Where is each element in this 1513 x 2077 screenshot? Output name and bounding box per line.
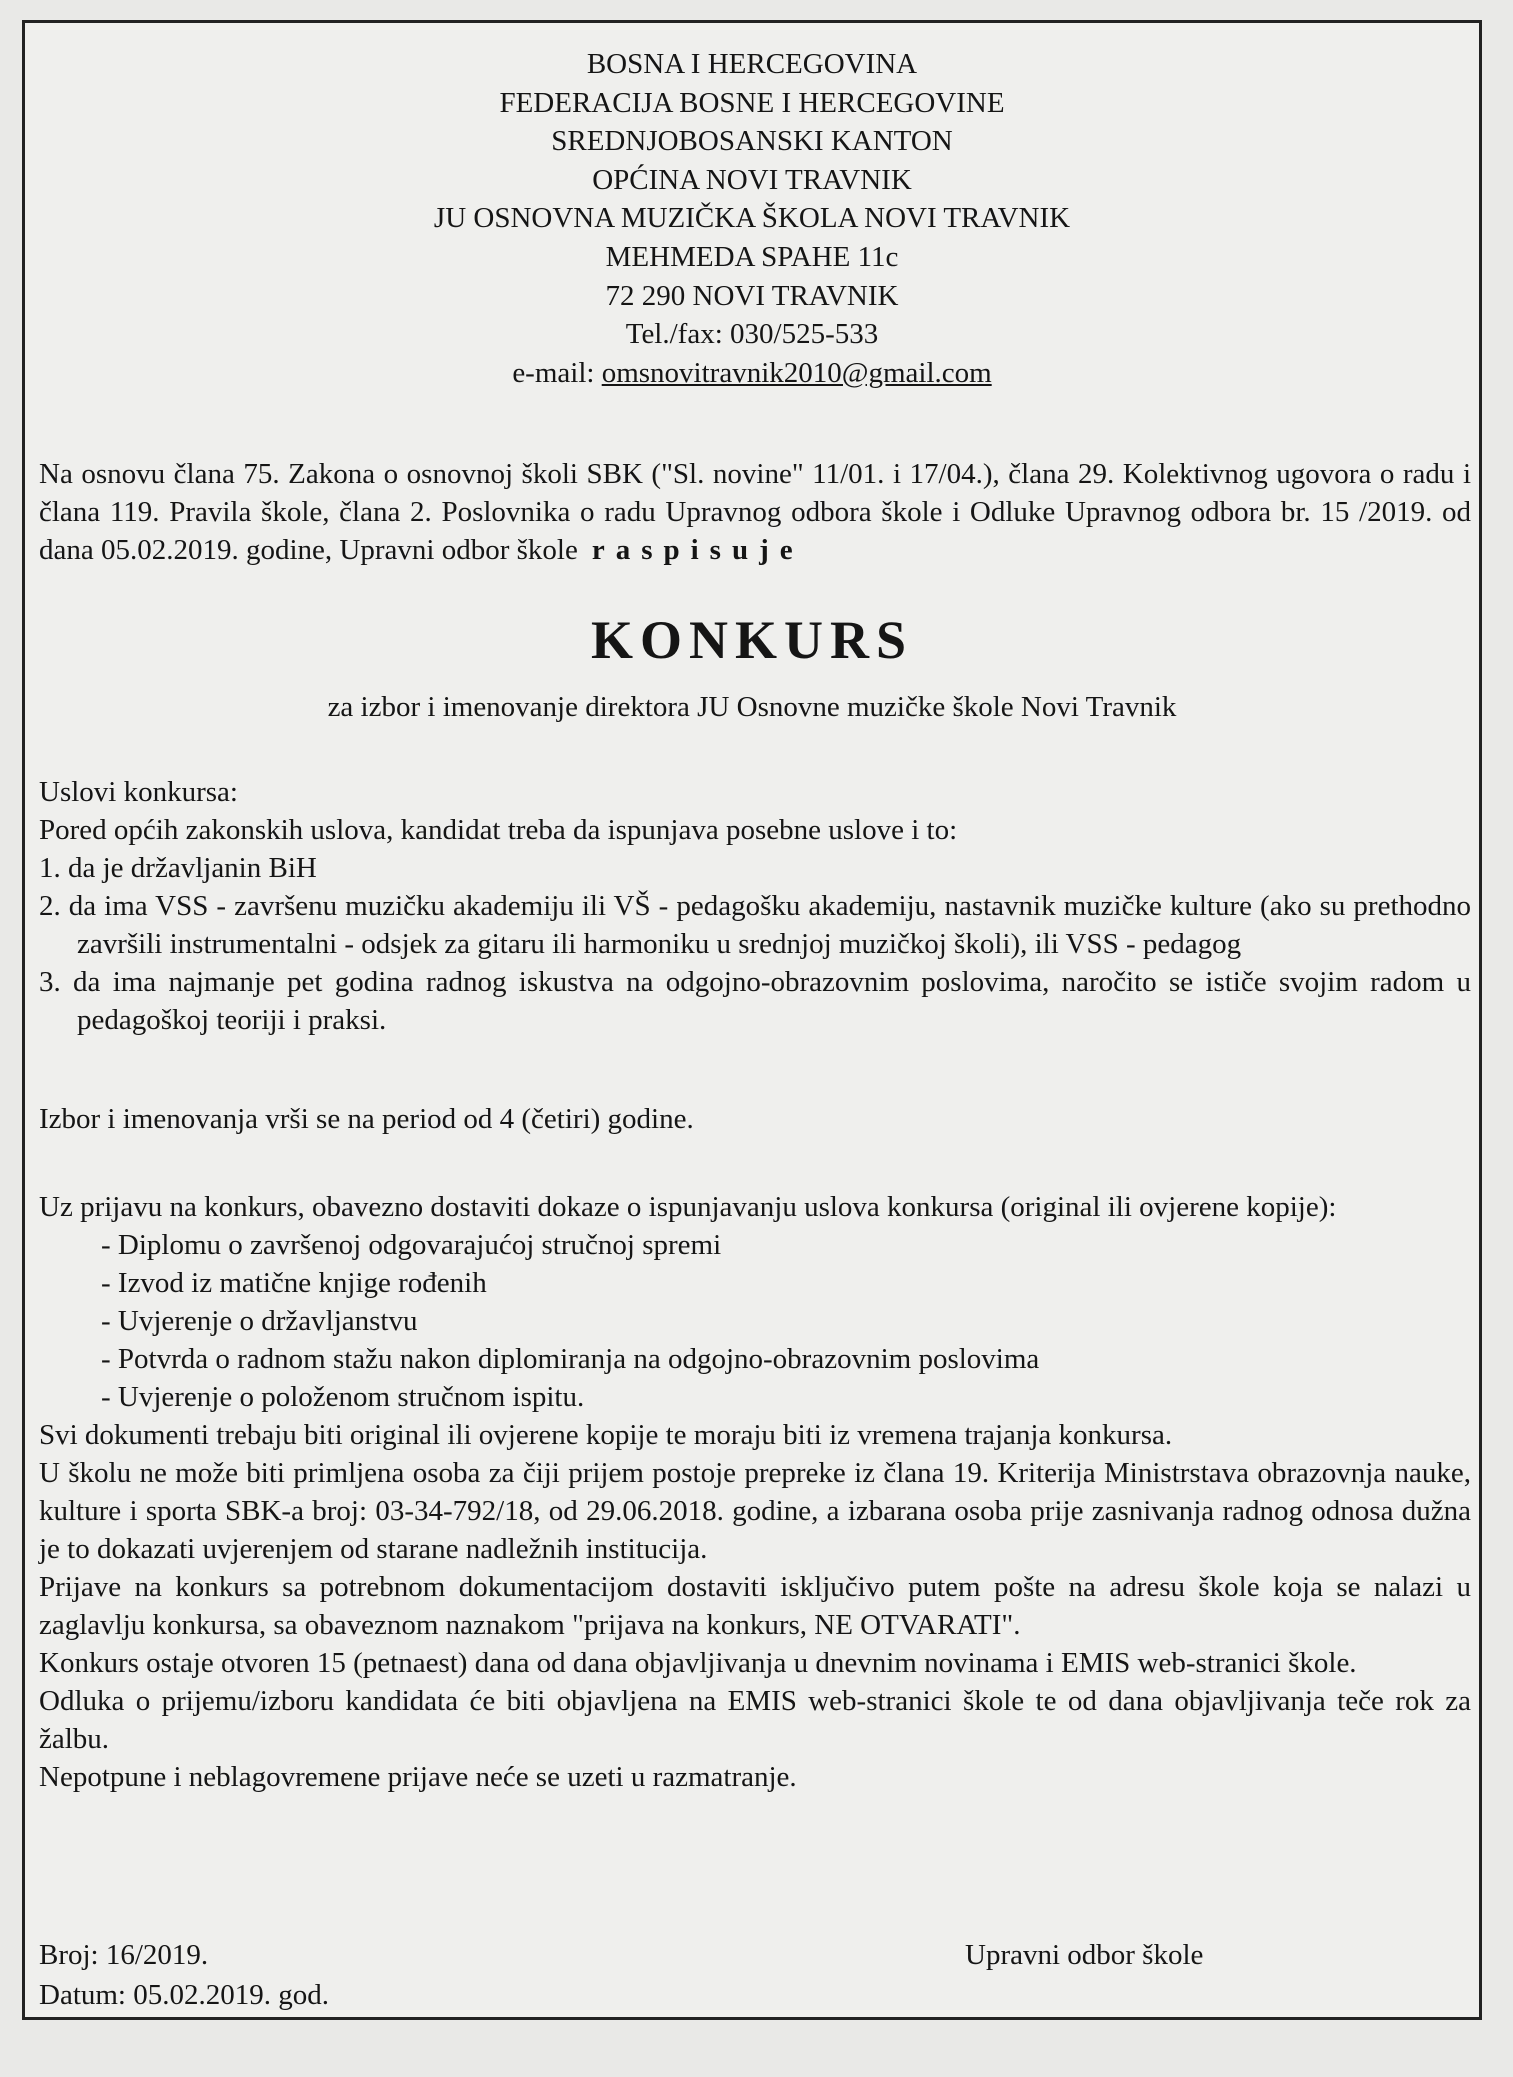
document-item: - Izvod iz matične knjige rođenih	[101, 1267, 487, 1299]
intro-emphasis: raspisuje	[591, 534, 804, 566]
letterhead	[25, 45, 1479, 392]
federation-line: FEDERACIJA BOSNE I HERCEGOVINE	[499, 86, 1005, 119]
document-item: - Potvrda o radnom stažu nakon diplomiranja na odgojno-obrazovnim poslovima	[101, 1343, 1040, 1375]
condition-item: 2. da ima VSS - završenu muzičku akademiju ili VŠ - pedagošku akademiju, nastavnik muzičke kulture (ako su prethodno završili instrumentalni - odsjek za gitaru ili harmoniku u srednjoj muzičkoj školi), ili VSS - pedagog	[39, 890, 1471, 960]
condition-item: 3. da ima najmanje pet godina radnog iskustva na odgojno-obrazovnim poslovima, naročito se ističe svojim radom u pedagoškoj teoriji i praksi.	[39, 966, 1471, 1036]
document-item: - Uvjerenje o položenom stručnom ispitu.	[101, 1381, 585, 1413]
reference-date: Datum: 05.02.2019. god.	[39, 1979, 329, 2011]
note-paragraph: Svi dokumenti trebaju biti original ili ovjerene kopije te moraju biti iz vremena trajanja konkursa.	[39, 1419, 1173, 1451]
email-line	[25, 354, 1479, 393]
conditions-section	[39, 773, 1471, 1039]
canton-line: SREDNJOBOSANSKI KANTON	[551, 125, 953, 158]
conditions-lead: Pored općih zakonskih uslova, kandidat treba da ispunjava posebne uslove i to:	[39, 814, 958, 846]
documents-lead: Uz prijavu na konkurs, obavezno dostaviti dokaze o ispunjavanju uslova konkursa (original ili ovjerene kopije):	[39, 1191, 1337, 1223]
condition-item: 1. da je državljanin BiH	[39, 852, 317, 884]
phone-line: Tel./fax: 030/525-533	[625, 318, 879, 351]
documents-section	[39, 1188, 1471, 1796]
intro-text: Na osnovu člana 75. Zakona o osnovnoj školi SBK ("Sl. novine" 11/01. i 17/04.), člana 29. Kolektivnog ugovora o radu i člana 119. Pravila škole, člana 2. Poslovnika o radu Upravnog odbora škole i Odluke Upravnog odbora br. 15 /2019. od dana 05.02.2019. godine, Upravni odbor škole	[39, 458, 1471, 566]
reference-block	[39, 1935, 329, 2015]
email-link[interactable]: omsnovitravnik2010@gmail.com	[601, 356, 992, 389]
term-period: Izbor i imenovanja vrši se na period od 4 (četiri) godine.	[39, 1103, 694, 1135]
email-label: e-mail:	[512, 356, 602, 389]
note-paragraph: U školu ne može biti primljena osoba za čiji prijem postoje prepreke iz člana 19. Kriterija Ministrstava obrazovnja nauke, kulture i sporta SBK-a broj: 03-34-792/18, od 29.06.2018. godine, a izbarana osoba prije zasnivanja radnog odnosa dužna je to dokazati uvjerenjem od starane nadležnih institucija.	[39, 1457, 1471, 1565]
document-item: - Diplomu o završenoj odgovarajućoj stručnoj spremi	[101, 1229, 722, 1261]
document-subtitle: za izbor i imenovanje direktora JU Osnovne muzičke škole Novi Travnik	[327, 691, 1177, 723]
country-line: BOSNA I HERCEGOVINA	[586, 48, 918, 80]
document-title: KONKURS	[590, 610, 914, 670]
reference-number: Broj: 16/2019.	[39, 1939, 209, 1971]
conditions-heading: Uslovi konkursa:	[39, 776, 238, 808]
note-paragraph: Prijave na konkurs sa potrebnom dokumentacijom dostaviti isključivo putem pošte na adresu škole koja se nalazi u zaglavlju konkursa, sa obaveznom naznakom "prijava na konkurs, NE OTVARATI".	[39, 1571, 1471, 1641]
signature-block: Upravni odbor škole	[965, 1939, 1204, 1971]
school-name-line: JU OSNOVNA MUZIČKA ŠKOLA NOVI TRAVNIK	[433, 202, 1071, 235]
document-item: - Uvjerenje o državljanstvu	[101, 1305, 418, 1337]
note-paragraph: Nepotpune i neblagovremene prijave neće se uzeti u razmatranje.	[39, 1761, 797, 1793]
announcement-page	[22, 20, 1482, 2020]
street-address-line: MEHMEDA SPAHE 11c	[605, 240, 899, 273]
note-paragraph: Konkurs ostaje otvoren 15 (petnaest) dana od dana objavljivanja u dnevnim novinama i EMIS web-stranici škole.	[39, 1647, 1357, 1679]
intro-paragraph	[39, 455, 1471, 569]
postal-address-line: 72 290 NOVI TRAVNIK	[605, 279, 899, 312]
note-paragraph: Odluka o prijemu/izboru kandidata će biti objavljena na EMIS web-stranici škole te od dana objavljivanja teče rok za žalbu.	[39, 1685, 1471, 1755]
municipality-line: OPĆINA NOVI TRAVNIK	[592, 163, 912, 196]
